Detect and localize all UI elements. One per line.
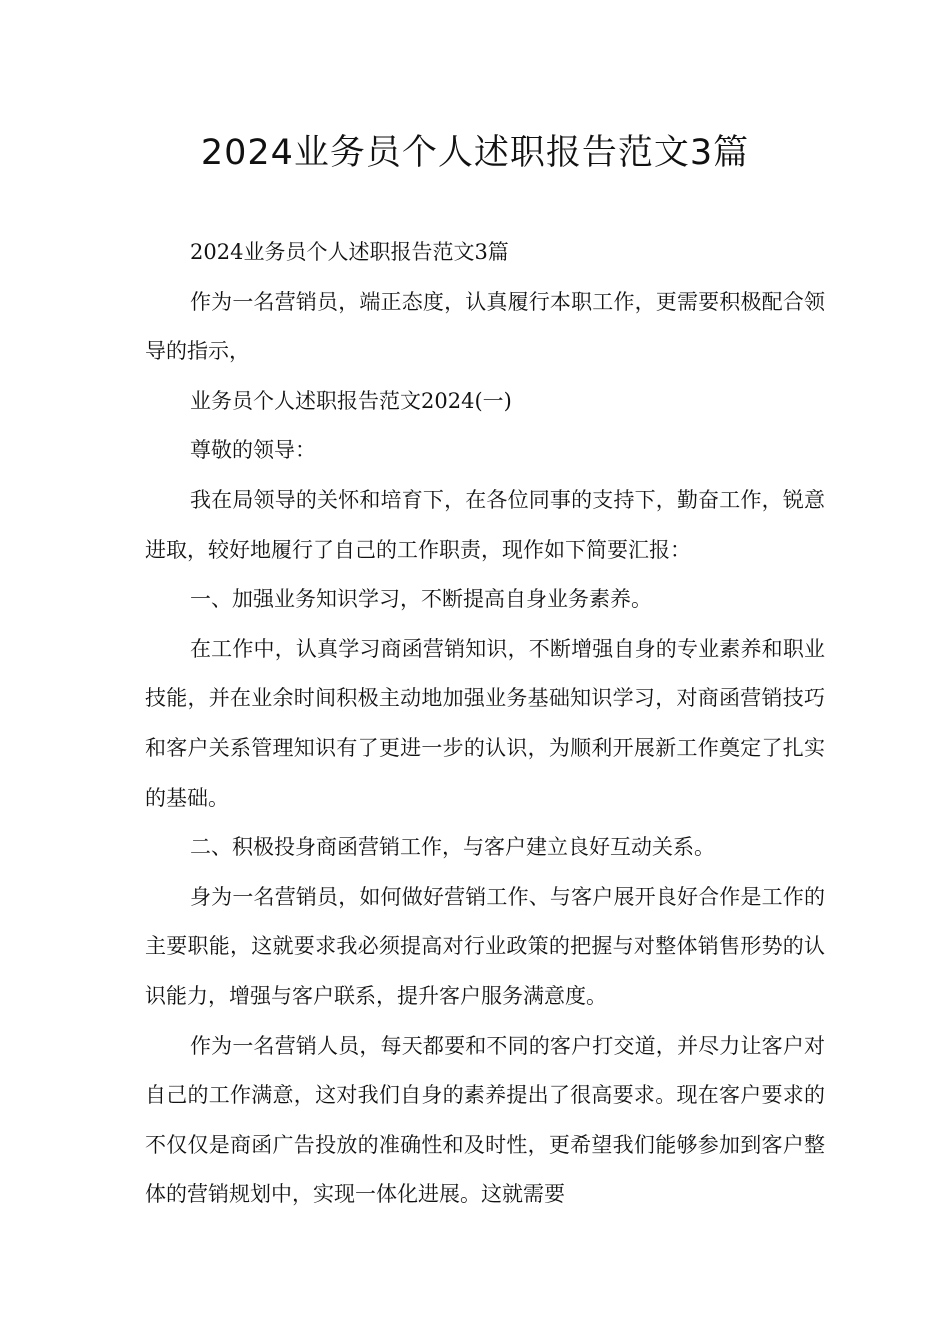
paragraph-study: 在工作中，认真学习商函营销知识，不断增强自身的专业素养和职业技能，并在业余时间积极主动地加强业务基础知识学习，对商函营销技巧和客户关系管理知识有了更进一步的认识，为顺利开展新工作奠定了扎实的基础。 xyxy=(145,636,825,810)
paragraph-heading-two: 二、积极投身商函营销工作，与客户建立良好互动关系。 xyxy=(190,835,715,860)
paragraph-customers: 作为一名营销人员，每天都要和不同的客户打交道，并尽力让客户对自己的工作满意，这对我们自身的素养提出了很高要求。现在客户要求的不仅仅是商函广告投放的准确性和及时性，更希望我们能够参加到客户整体的营销规划中，实现一体化进展。这就需要 xyxy=(145,1033,825,1207)
paragraph-heading-one: 一、加强业务知识学习，不断提高自身业务素养。 xyxy=(190,587,652,612)
paragraph-role: 身为一名营销员，如何做好营销工作、与客户展开良好合作是工作的主要职能，这就要求我必须提高对行业政策的把握与对整体销售形势的认识能力，增强与客户联系，提升客户服务满意度。 xyxy=(145,884,825,1008)
document-title: 2024业务员个人述职报告范文3篇 xyxy=(200,133,750,173)
paragraph-section-heading: 业务员个人述职报告范文2024(一) xyxy=(190,388,512,413)
paragraph-salutation: 尊敬的领导： xyxy=(190,438,316,463)
paragraph-subtitle: 2024业务员个人述职报告范文3篇 xyxy=(190,240,509,264)
paragraph-intro: 作为一名营销员，端正态度，认真履行本职工作，更需要积极配合领导的指示， xyxy=(145,289,825,364)
paragraph-opening: 我在局领导的关怀和培育下，在各位同事的支持下，勤奋工作，锐意进取，较好地履行了自己的工作职责，现作如下简要汇报： xyxy=(145,487,825,562)
document-body xyxy=(145,228,825,1220)
